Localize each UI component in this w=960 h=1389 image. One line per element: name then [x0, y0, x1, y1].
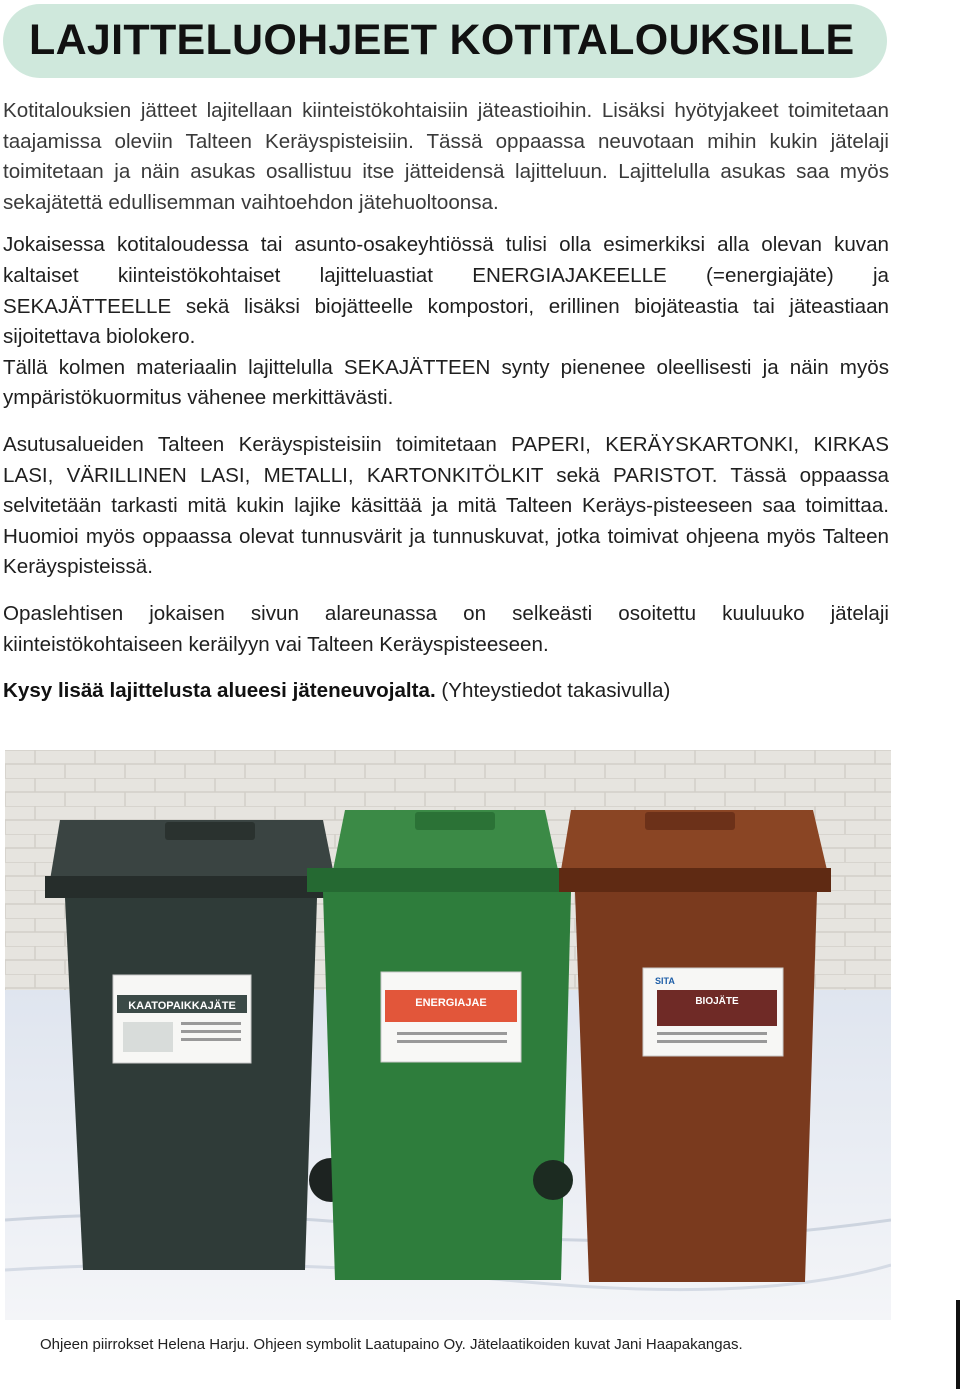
household-paragraph: Jokaisessa kotitaloudessa tai asunto-osakeyhtiössä tulisi olla esimerkiksi alla olevan kuvan kaltaiset kiinteistökohtaiset lajitteluastiat ENERGIAJAKEELLE (=energiajäte) ja SEKAJÄTTEELLE sekä lisäksi biojätteelle kompostori, erillinen biojäteastia tai jäteastiaan sijoitettava biolokero.: [3, 233, 889, 349]
three-materials-paragraph: Tällä kolmen materiaalin lajittelulla SEKAJÄTTEEN synty pienenee oleellisesti ja näin myös ympäristökuormitus vähenee merkittävästi.: [3, 355, 889, 410]
title-banner: [3, 4, 887, 78]
page-edge-mark: [956, 1300, 960, 1389]
sticker-brand: SITA: [655, 976, 675, 986]
bin-label-mixed-waste: KAATOPAIKKAJÄTE: [128, 1000, 236, 1012]
collection-points-paragraph: Asutusalueiden Talteen Keräyspisteisiin toimitetaan PAPERI, KERÄYSKARTONKI, KIRKAS LASI, VÄRILLINEN LASI, METALLI, KARTONKITÖLKIT sekä PARISTOT. Tässä oppaassa selvitetään tarkasti mitä kukin lajike käsittää ja mitä Talteen Keräys-pisteeseen saa toimittaa. Huomioi myös oppaassa olevat tunnusvärit ja tunnuskuvat, jotka toimivat ohjeena myös Talteen Keräyspisteissä.: [3, 432, 889, 579]
photo-credits: Ohjeen piirrokset Helena Harju. Ohjeen symbolit Laatupaino Oy. Jätelaatikoiden kuvat Jani Haapakangas.: [40, 1336, 743, 1353]
bin-label-bio-waste: BIOJÄTE: [695, 996, 739, 1007]
contact-paragraph: [3, 676, 889, 707]
bin-energy-waste: [307, 810, 589, 1280]
contact-bold: Kysy lisää lajittelusta alueesi jäteneuvojalta.: [3, 679, 436, 703]
contact-note: (Yhteystiedot takasivulla): [435, 679, 671, 703]
bin-label-energy-waste: ENERGIAJAE: [415, 997, 487, 1009]
waste-bins-photo: [5, 750, 891, 1320]
page-title: LAJITTELUOHJEET KOTITALOUKSILLE: [29, 16, 855, 64]
intro-paragraph: Kotitalouksien jätteet lajitellaan kiinteistökohtaisiin jäteastioihin. Lisäksi hyötyjakeet toimitetaan taajamissa oleviin Talteen Keräyspisteisiin. Tässä oppaassa neuvotaan mihin kukin jätelaji toimitetaan ja näin asukas osallistuu itse jätteidensä lajitteluun. Lajittelulla asukas saa myös sekajätettä edullisemman vaihtoehdon jätehuoltoonsa.: [3, 99, 889, 214]
bin-mixed-waste: [45, 820, 353, 1270]
bin-bio-waste: [559, 810, 831, 1282]
body-text: [3, 96, 889, 707]
page-bottom-paragraph: Opaslehtisen jokaisen sivun alareunassa on selkeästi osoitettu kuuluuko jätelaji kiinteistökohtaiseen keräilyyn vai Talteen Keräyspisteeseen.: [3, 601, 889, 656]
